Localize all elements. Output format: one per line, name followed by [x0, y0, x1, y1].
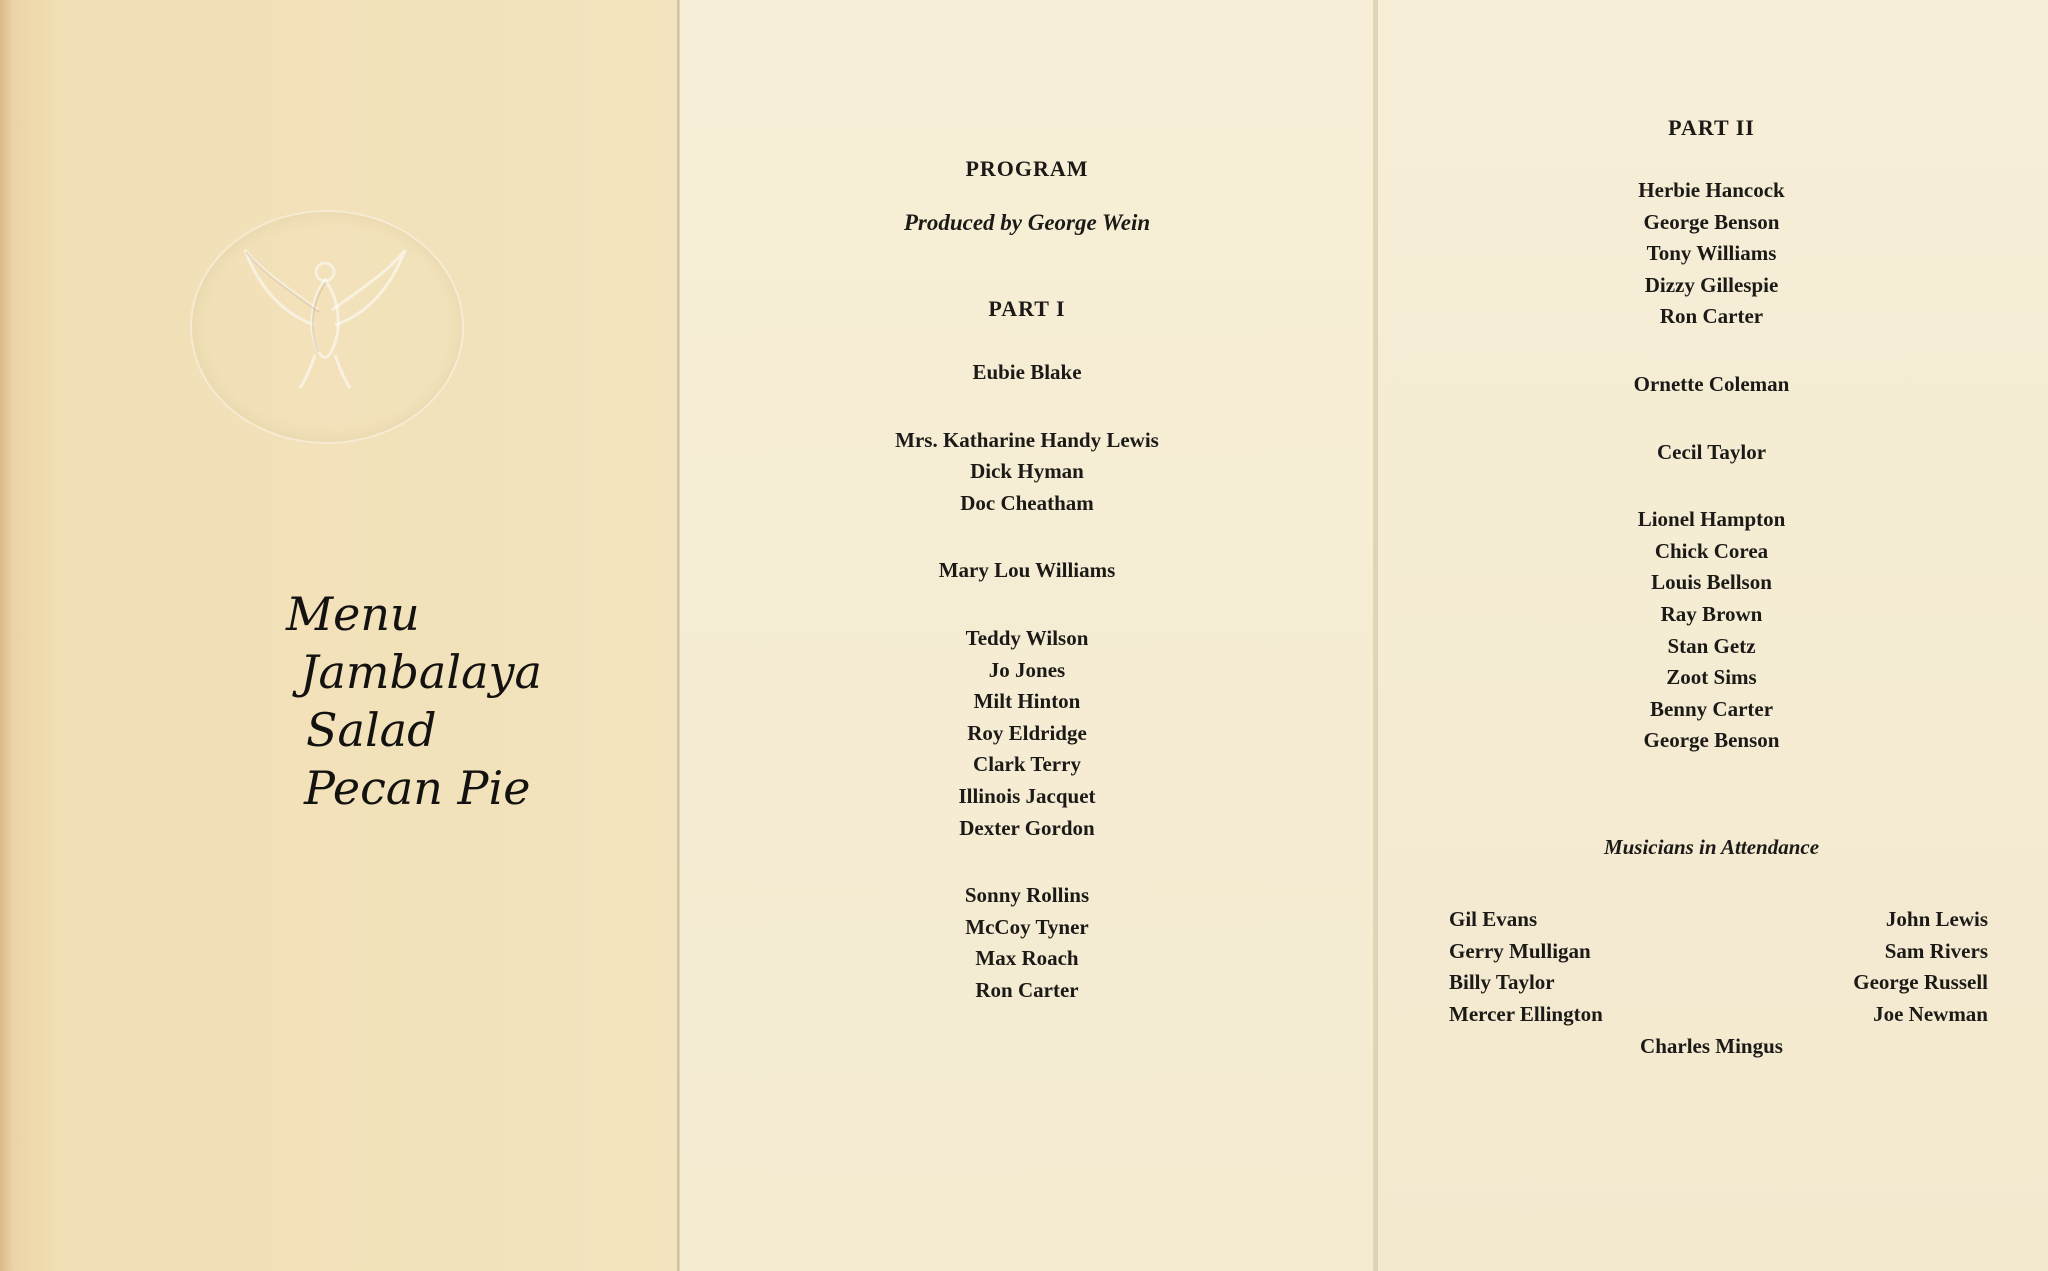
performer-group	[677, 357, 1377, 389]
performer-name: Benny Carter	[1649, 696, 1774, 721]
performer-name: Dexter Gordon	[959, 815, 1095, 840]
performer-name: Max Roach	[975, 946, 1079, 971]
performer-group	[677, 880, 1377, 1006]
performer-name: Ornette Coleman	[1633, 371, 1790, 396]
attendee-name: Joe Newman	[1873, 1001, 1988, 1026]
performer-name: Chick Corea	[1654, 538, 1769, 563]
performer-group	[1375, 175, 2048, 333]
performer-name: Stan Getz	[1667, 633, 1756, 658]
performer-name: Herbie Hancock	[1638, 178, 1785, 202]
performer-name: Doc Cheatham	[960, 490, 1094, 515]
performer-group	[1375, 369, 2048, 401]
attendee-name: Gil Evans	[1449, 907, 1538, 931]
seal-ring	[190, 210, 464, 444]
attendance-list-right	[1853, 904, 1988, 1030]
performer-name: Ron Carter	[975, 977, 1079, 1002]
performer-name: Jo Jones	[988, 657, 1066, 682]
performer-name: Mary Lou Williams	[938, 558, 1116, 583]
menu-list	[240, 585, 540, 817]
menu-item: Salad	[306, 703, 437, 757]
performer-name: Cecil Taylor	[1656, 439, 1767, 464]
menu-item: Pecan Pie	[304, 761, 531, 815]
attendance-title: Musicians in Attendance	[1603, 834, 1820, 859]
performer-name: Ray Brown	[1660, 601, 1763, 626]
performer-name: Mrs. Katharine Handy Lewis	[895, 427, 1159, 452]
attendee-name-center: Charles Mingus	[1640, 1034, 1783, 1058]
performer-group	[1375, 437, 2048, 469]
program-column	[677, 156, 1377, 1007]
performer-name: Dick Hyman	[970, 459, 1084, 484]
performer-group	[677, 425, 1377, 520]
performer-name: Teddy Wilson	[965, 625, 1089, 650]
performer-name: Tony Williams	[1646, 241, 1777, 266]
performer-name: George Benson	[1643, 209, 1780, 234]
program-subtitle: Produced by George Wein	[903, 210, 1151, 235]
performer-name: McCoy Tyner	[965, 914, 1089, 939]
attendee-name: George Russell	[1853, 970, 1988, 995]
menu-item: Jambalaya	[300, 645, 542, 699]
performer-name: Illinois Jacquet	[958, 783, 1096, 808]
performer-name: Clark Terry	[973, 752, 1081, 777]
menu-panel	[0, 0, 677, 1271]
part-two-column	[1375, 115, 2048, 860]
attendee-name: John Lewis	[1885, 907, 1988, 931]
performer-name: Ron Carter	[1659, 304, 1764, 329]
part-one-title: PART I	[988, 296, 1066, 321]
performer-name: Zoot Sims	[1666, 665, 1757, 690]
performer-name: Dizzy Gillespie	[1644, 272, 1779, 297]
attendee-name: Sam Rivers	[1884, 938, 1988, 963]
attendee-name: Gerry Mulligan	[1449, 938, 1591, 963]
performer-name: Sonny Rollins	[964, 883, 1090, 908]
performer-name: Lionel Hampton	[1637, 507, 1786, 532]
menu-title: Menu	[286, 587, 420, 641]
attendance-list-left	[1449, 904, 1603, 1030]
performer-name: Milt Hinton	[973, 689, 1081, 714]
performer-name: George Benson	[1643, 728, 1780, 753]
performer-group	[677, 623, 1377, 844]
performer-group	[1375, 504, 2048, 757]
program-title: PROGRAM	[965, 156, 1089, 181]
performer-name: Eubie Blake	[972, 360, 1082, 384]
part-two-title: PART II	[1668, 115, 1755, 140]
attendee-name: Billy Taylor	[1449, 970, 1555, 995]
performer-group	[677, 555, 1377, 587]
attendee-name: Mercer Ellington	[1449, 1001, 1603, 1026]
performer-name: Roy Eldridge	[967, 720, 1087, 745]
presidential-seal-emboss	[190, 210, 460, 440]
performer-name: Louis Bellson	[1651, 570, 1772, 595]
